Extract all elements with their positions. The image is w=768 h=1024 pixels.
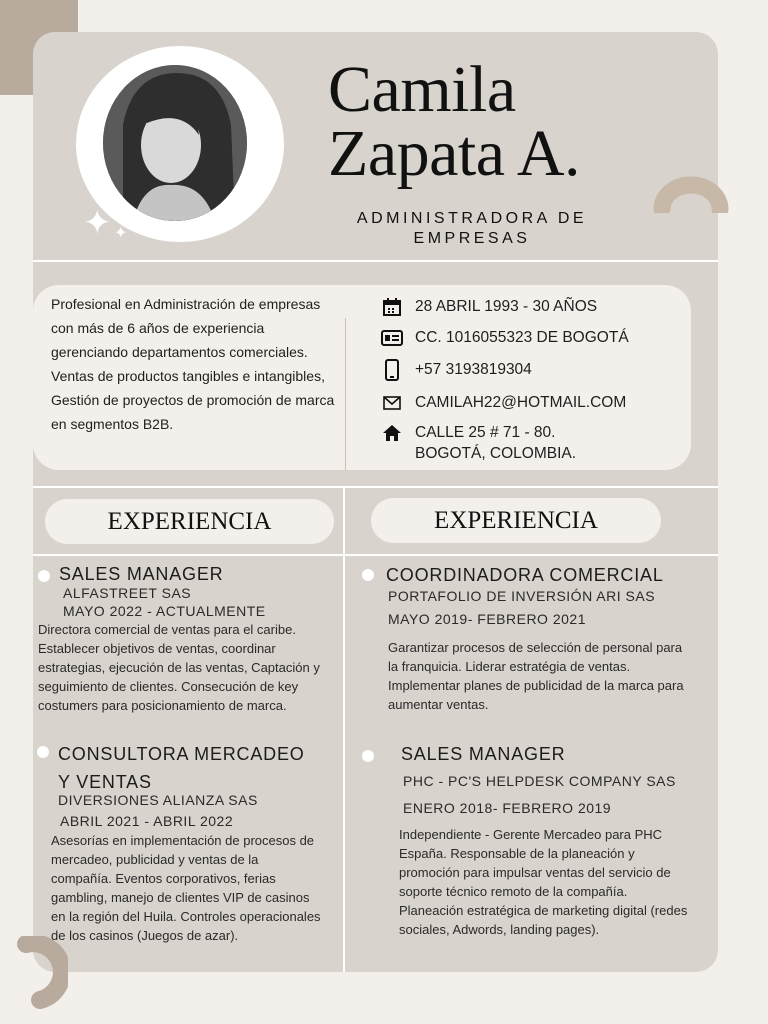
last-name: Zapata A. <box>328 117 581 190</box>
info-divider <box>345 318 346 470</box>
job-period: MAYO 2022 - ACTUALMENTE <box>63 603 266 619</box>
section-heading-text: EXPERIENCIA <box>434 506 598 534</box>
job-period: ENERO 2018- FEBRERO 2019 <box>403 800 612 816</box>
contact-text: CC. 1016055323 DE BOGOTÁ <box>415 329 629 346</box>
arc-decoration <box>12 936 68 1014</box>
job-role: COORDINADORA COMERCIAL <box>386 565 664 585</box>
id-card-icon <box>381 327 403 349</box>
job-description: Garantizar procesos de selección de personal para la franquicia. Liderar estratégia de ventas. Implementar planes de publicidad de la marca para aumentar ventas. <box>388 640 684 712</box>
home-icon <box>381 422 403 444</box>
phone-icon <box>381 359 403 381</box>
job-role: SALES MANAGER <box>59 564 224 584</box>
mail-icon <box>381 392 403 414</box>
job-company: ALFASTREET SAS <box>63 585 192 601</box>
job-role: SALES MANAGER <box>401 744 566 764</box>
calendar-icon <box>381 296 403 318</box>
job-title: ADMINISTRADORA DE EMPRESAS <box>356 210 588 247</box>
column-divider <box>343 486 345 972</box>
full-name <box>328 53 581 190</box>
section-heading-right <box>371 498 661 543</box>
job-company: PHC - PC'S HELPDESK COMPANY SAS <box>403 773 676 789</box>
contact-email <box>381 392 691 414</box>
contact-text: 28 ABRIL 1993 - 30 AÑOS <box>415 298 598 315</box>
contact-text: +57 3193819304 <box>415 361 532 378</box>
divider <box>33 554 718 556</box>
contact-address <box>381 422 691 464</box>
profile-photo <box>103 65 247 221</box>
bullet-dot <box>362 750 374 762</box>
job-role-line: CONSULTORA MERCADEO <box>58 744 305 764</box>
divider <box>33 486 718 488</box>
bullet-dot <box>362 569 374 581</box>
sparkle-icon: ✦ <box>83 203 112 243</box>
arc-decoration <box>652 173 730 213</box>
job-company: DIVERSIONES ALIANZA SAS <box>58 792 258 808</box>
job-period: MAYO 2019- FEBRERO 2021 <box>388 611 586 627</box>
job-company: PORTAFOLIO DE INVERSIÓN ARI SAS <box>388 588 656 604</box>
job-description: Independiente - Gerente Mercadeo para PHC España. Responsable de la planeación y promoción para impulsar ventas del servicio de soporte técnico remoto de la compañía. Planeación estratégica de marketing digital (redes sociales, Adwords, landing pages). <box>399 827 688 937</box>
contact-birthdate <box>381 296 691 318</box>
contact-phone <box>381 359 691 381</box>
sparkle-small-icon: ✦ <box>114 223 128 242</box>
job-description: Asesorías en implementación de procesos de mercadeo, publicidad y ventas de la compañía. Eventos corporativos, ferias gambling, manejo de clientes VIP de casinos en la región del Huila. Controles operacionales de los casinos (Juegos de azar). <box>51 833 321 943</box>
job-role <box>58 740 305 796</box>
job-role-line: Y VENTAS <box>58 772 152 792</box>
contact-text: CAMILAH22@HOTMAIL.COM <box>415 394 627 411</box>
first-name: Camila <box>328 53 516 126</box>
section-heading-left <box>45 499 334 544</box>
bullet-dot <box>38 570 50 582</box>
section-heading-text: EXPERIENCIA <box>107 507 272 535</box>
job-description: Directora comercial de ventas para el caribe. Establecer objetivos de ventas, coordinar estrategias, ejecución de las ventas, Captación y seguimiento de clientes. Consecución de key costumers para posicionamiento de marca. <box>38 622 320 713</box>
contact-id <box>381 327 691 349</box>
bullet-dot <box>37 746 49 758</box>
contact-text: CALLE 25 # 71 - 80. BOGOTÁ, COLOMBIA. <box>415 424 577 462</box>
job-period: ABRIL 2021 - ABRIL 2022 <box>60 813 234 829</box>
divider <box>33 260 718 262</box>
profile-summary: Profesional en Administración de empresas con más de 6 años de experiencia gerenciando departamentos comerciales. Ventas de productos tangibles e intangibles, Gestión de proyectos de promoción de marca en segmentos B2B. <box>51 296 335 432</box>
